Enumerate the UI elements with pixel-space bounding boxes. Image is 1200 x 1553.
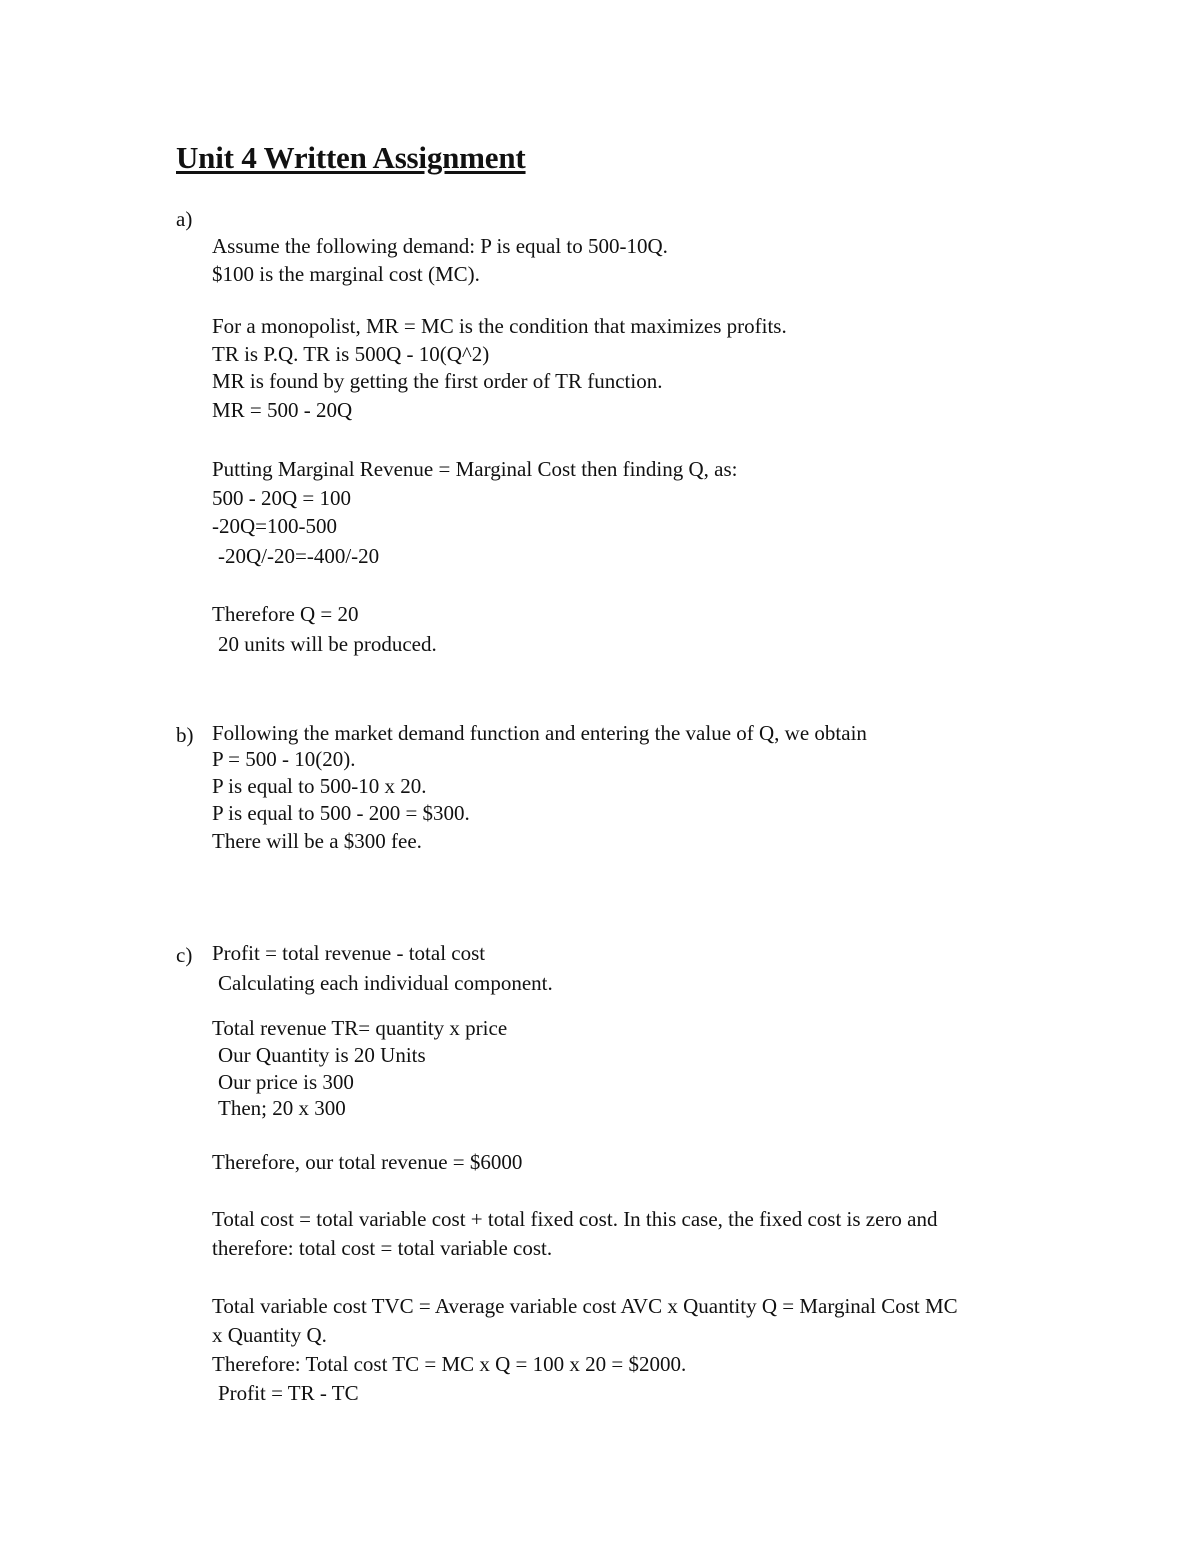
- section-a-line: -20Q=100-500: [212, 514, 337, 538]
- section-a-line: Putting Marginal Revenue = Marginal Cost then finding Q, as:: [212, 457, 738, 481]
- section-c-line: therefore: total cost = total variable cost.: [212, 1236, 553, 1260]
- section-c-line: Profit = TR - TC: [218, 1381, 359, 1405]
- section-c-line: Total variable cost TVC = Average variable cost AVC x Quantity Q = Marginal Cost MC: [212, 1294, 958, 1318]
- section-c-line: Therefore: Total cost TC = MC x Q = 100 x 20 = $2000.: [212, 1352, 687, 1376]
- section-c-marker: c): [176, 943, 193, 967]
- section-a-line: MR is found by getting the first order of TR function.: [212, 369, 663, 393]
- section-a-line: 20 units will be produced.: [218, 632, 437, 656]
- section-c-line: Then; 20 x 300: [218, 1096, 346, 1120]
- section-c-line: x Quantity Q.: [212, 1323, 327, 1347]
- section-a-line: -20Q/-20=-400/-20: [218, 544, 380, 568]
- section-b-line: Following the market demand function and entering the value of Q, we obtain: [212, 721, 867, 745]
- document-title: Unit 4 Written Assignment: [176, 140, 526, 175]
- section-c-line: Total revenue TR= quantity x price: [212, 1016, 508, 1040]
- section-c-line: Total cost = total variable cost + total fixed cost. In this case, the fixed cost is zero and: [212, 1207, 938, 1231]
- section-c-line: Our Quantity is 20 Units: [218, 1043, 426, 1067]
- section-a-line: Assume the following demand: P is equal to 500-10Q.: [212, 234, 668, 258]
- section-b-line: P is equal to 500-10 x 20.: [212, 774, 427, 798]
- section-c-line: Our price is 300: [218, 1070, 354, 1094]
- section-a-line: TR is P.Q. TR is 500Q - 10(Q^2): [212, 342, 490, 366]
- section-a-marker: a): [176, 207, 193, 231]
- section-b-marker: b): [176, 723, 194, 747]
- section-a-line: For a monopolist, MR = MC is the condition that maximizes profits.: [212, 314, 787, 338]
- section-b-line: There will be a $300 fee.: [212, 829, 422, 853]
- section-b-line: P is equal to 500 - 200 = $300.: [212, 801, 470, 825]
- section-a-line: MR = 500 - 20Q: [212, 398, 353, 422]
- section-a-line: $100 is the marginal cost (MC).: [212, 262, 480, 286]
- section-a-line: 500 - 20Q = 100: [212, 486, 352, 510]
- section-b-line: P = 500 - 10(20).: [212, 747, 356, 771]
- section-c-line: Therefore, our total revenue = $6000: [212, 1150, 523, 1174]
- section-a-line: Therefore Q = 20: [212, 602, 359, 626]
- section-c-line: Profit = total revenue - total cost: [212, 941, 486, 965]
- section-c-line: Calculating each individual component.: [218, 971, 553, 995]
